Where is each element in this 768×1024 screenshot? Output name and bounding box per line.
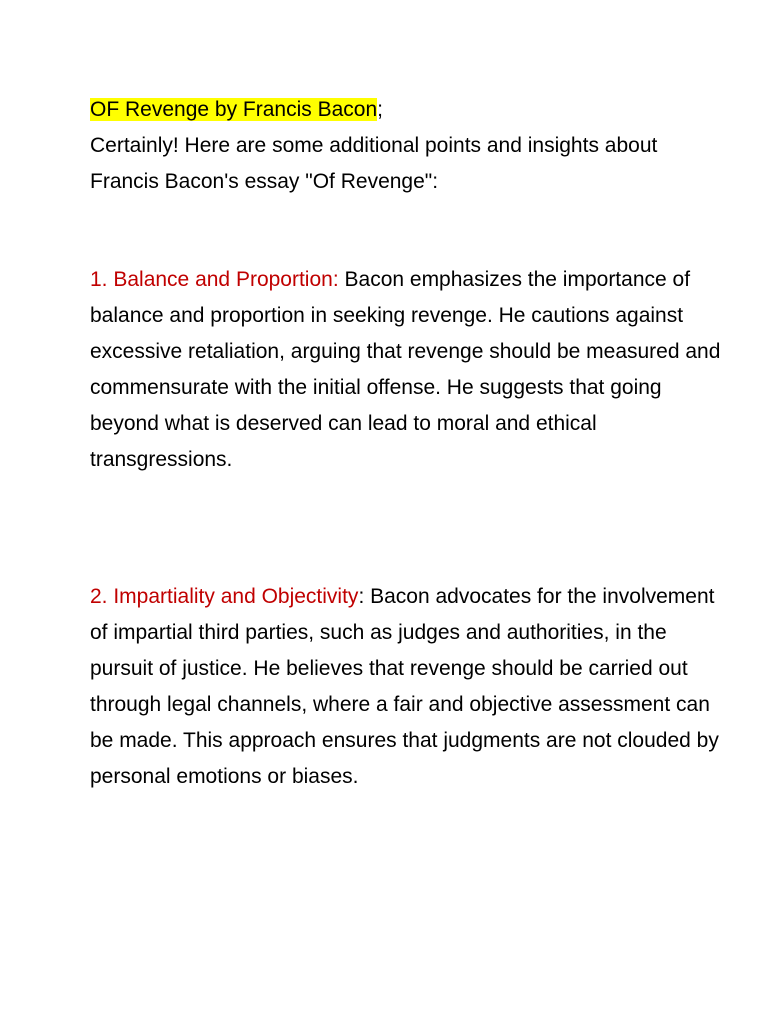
point-body-2: : Bacon advocates for the involvement of impartial third parties, such as judges and authorities, in the pursuit of justice. He believes that revenge should be carried out through legal channels, where a fair and objective assessment can be made. This approach ensures that judgments are not clouded by personal emotions or biases. [90, 585, 719, 788]
point-body-1: Bacon emphasizes the importance of balance and proportion in seeking revenge. He cautions against excessive retaliation, arguing that revenge should be measured and commensurate with the initial offense. He suggests that going beyond what is deserved can lead to moral and ethical transgressions. [90, 268, 721, 471]
intro-paragraph: Certainly! Here are some additional points and insights about Francis Bacon's essay "Of Revenge": [90, 134, 658, 193]
title-suffix: ; [377, 98, 383, 121]
point-paragraph-2 [90, 579, 730, 795]
document-title: OF Revenge by Francis Bacon [90, 98, 378, 121]
point-heading-2: 2. Impartiality and Objectivity [90, 585, 359, 608]
title-line [90, 92, 730, 128]
point-paragraph-1 [90, 262, 730, 478]
point-heading-1: 1. Balance and Proportion: [90, 268, 339, 291]
